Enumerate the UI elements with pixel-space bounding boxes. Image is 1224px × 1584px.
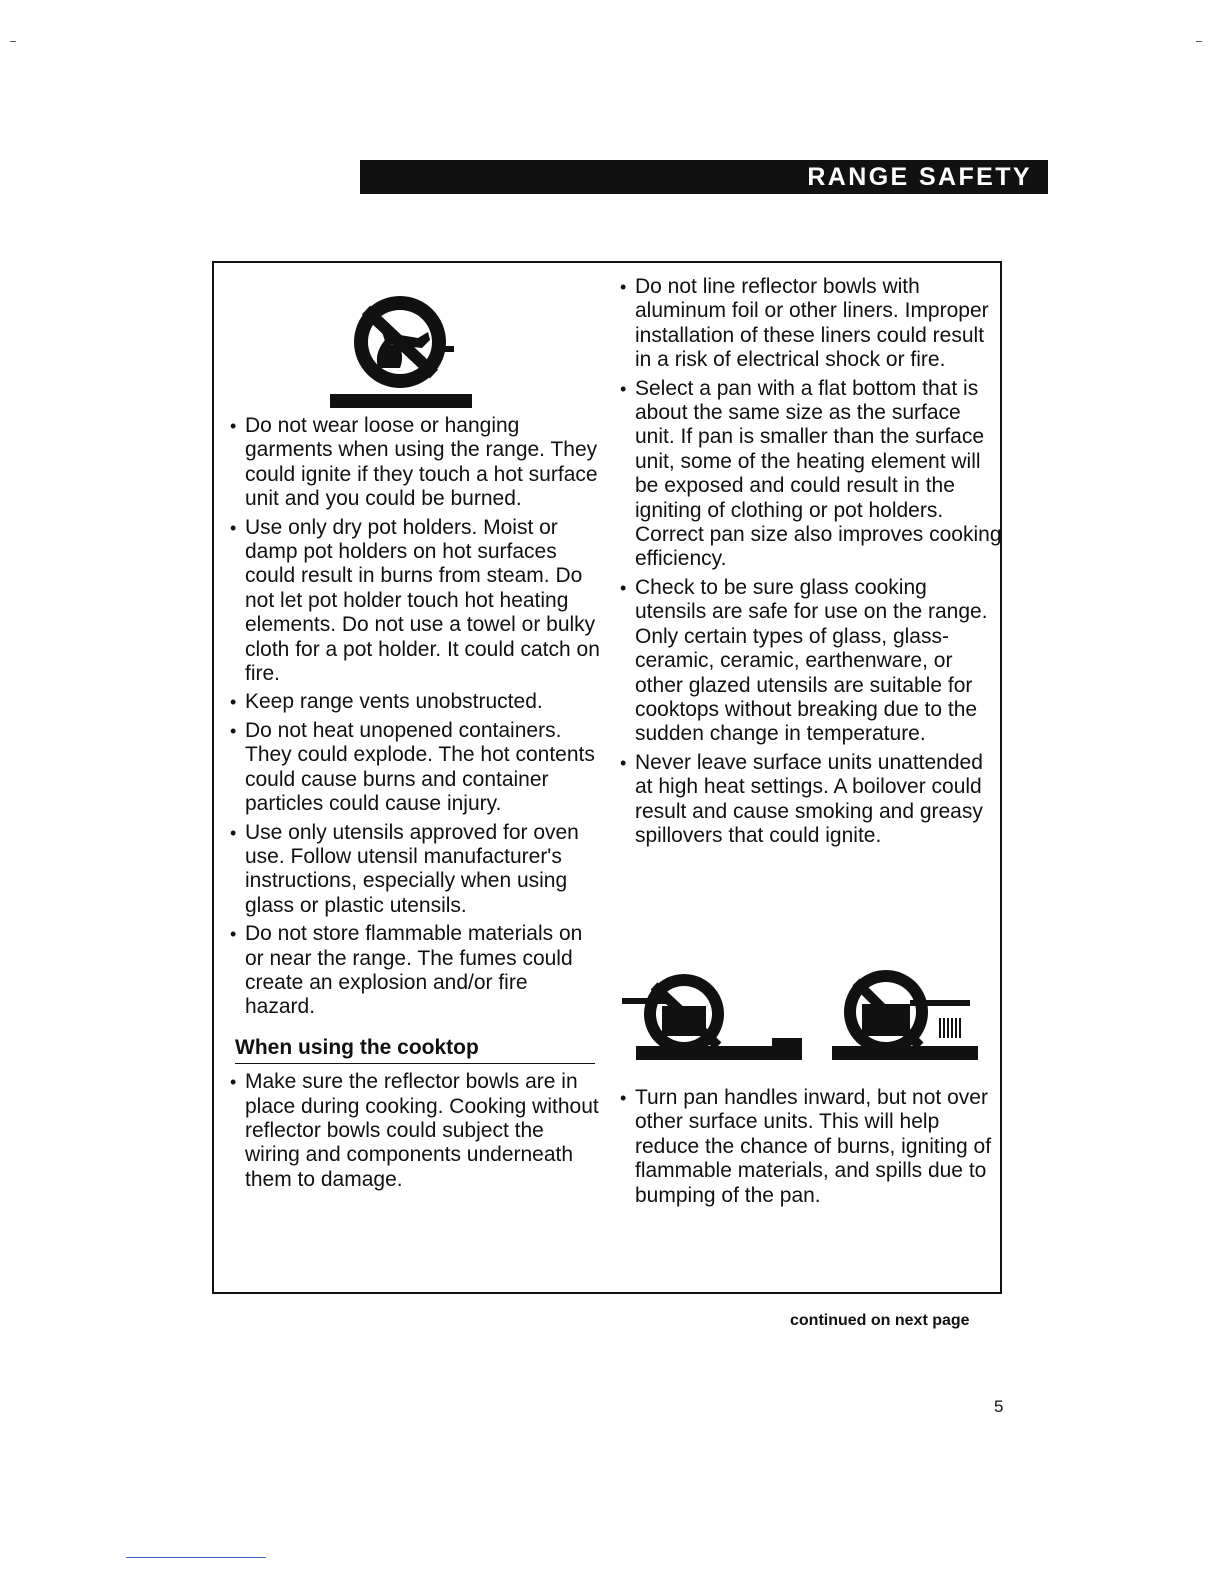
list-item: • Make sure the reflector bowls are in place during cooking. Cooking without reflector bowls could subject the wiring and components underneath them to damage.	[230, 1070, 600, 1192]
page-number: 5	[994, 1397, 1004, 1416]
scan-mark	[10, 41, 16, 42]
no-loose-clothing-fire-icon	[330, 286, 472, 412]
list-item: • Keep range vents unobstructed.	[230, 690, 600, 714]
list-item: • Do not heat unopened containers. They could explode. The hot contents could cause burns and container particles could cause injury.	[230, 719, 600, 817]
no-pan-handle-over-burner-icon	[828, 962, 978, 1070]
right-safety-list	[620, 275, 1002, 848]
section-header-bar	[360, 160, 1048, 194]
cooktop-subheading: When using the cooktop	[235, 1036, 595, 1064]
list-item: • Select a pan with a flat bottom that is about the same size as the surface unit. If pan is smaller than the surface unit, some of the heating element will be exposed and could result in the igniting of clothing or pot holders. Correct pan size also improves cooking efficiency.	[620, 377, 1002, 572]
scan-mark	[126, 1557, 266, 1558]
list-item: • Do not wear loose or hanging garments when using the range. They could ignite if they touch a hot surface unit and you could be burned.	[230, 414, 600, 512]
cooktop-safety-list	[230, 1070, 600, 1192]
list-item: • Do not line reflector bowls with aluminum foil or other liners. Improper installation of these liners could result in a risk of electrical shock or fire.	[620, 275, 1002, 373]
list-item: • Turn pan handles inward, but not over other surface units. This will help reduce the chance of burns, igniting of flammable materials, and spills due to bumping of the pan.	[620, 1086, 1002, 1208]
pan-handle-list	[620, 1086, 1002, 1208]
continued-note: continued on next page	[790, 1312, 970, 1329]
list-item: • Use only utensils approved for oven use. Follow utensil manufacturer's instructions, especially when using glass or plastic utensils.	[230, 821, 600, 919]
right-column	[620, 275, 1002, 852]
list-item: • Check to be sure glass cooking utensils are safe for use on the range. Only certain types of glass, glass-ceramic, ceramic, earthenware, or other glazed utensils are suitable for cooktops without breaking due to the sudden change in temperature.	[620, 576, 1002, 747]
left-column	[230, 414, 600, 1196]
section-title: RANGE SAFETY	[807, 163, 1032, 191]
no-pan-handle-outward-icon	[622, 968, 802, 1070]
list-item: • Never leave surface units unattended at high heat settings. A boilover could result and cause smoking and greasy spillovers that could ignite.	[620, 751, 1002, 849]
list-item: • Do not store flammable materials on or near the range. The fumes could create an explosion and/or fire hazard.	[230, 922, 600, 1020]
left-safety-list	[230, 414, 600, 1020]
right-column-after-icons	[620, 1086, 1002, 1212]
list-item: • Use only dry pot holders. Moist or damp pot holders on hot surfaces could result in burns from steam. Do not let pot holder touch hot heating elements. Do not use a towel or bulky cloth for a pot holder. It could catch on fire.	[230, 516, 600, 687]
scan-mark	[1196, 41, 1202, 42]
